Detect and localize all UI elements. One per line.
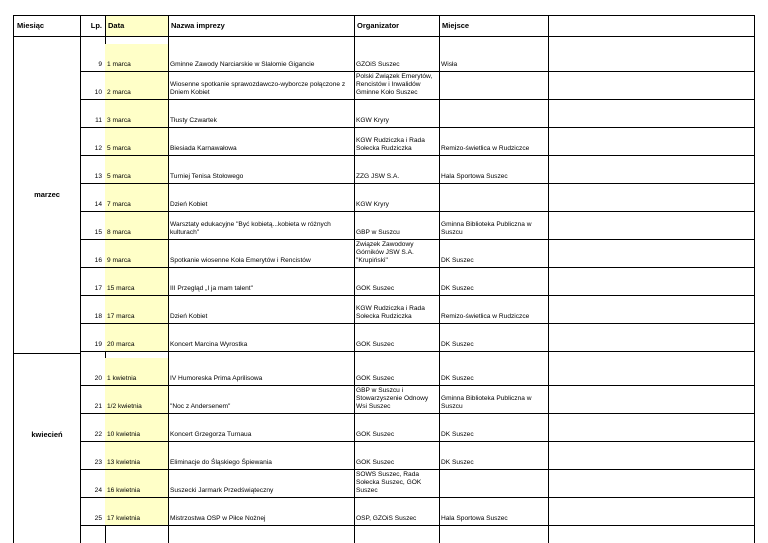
row-organizer: KGW Kryry — [356, 117, 389, 124]
table-row — [80, 296, 754, 324]
row-date: 15 marca — [105, 268, 168, 295]
row-event-name: Wiosenne spotkanie sprawozdawczo-wyborcze połączone z Dniem Kobiet — [170, 81, 346, 96]
row-date: 1 kwietnia — [105, 358, 168, 385]
row-date: 20 marca — [105, 324, 168, 351]
row-organizer: GBP w Suszcu i Stowarzyszenie Odnowy Wsi Suszec — [356, 387, 429, 410]
row-event-name: Dzień Kobiet — [170, 313, 208, 320]
table-row — [80, 268, 754, 296]
row-event-name: IV Humoreska Prima Aprilisowa — [170, 375, 263, 382]
row-organizer: GZOiS Suszec — [356, 61, 400, 68]
row-event-name: III Przegląd „I ja mam talent" — [170, 285, 253, 292]
table-row — [80, 72, 754, 100]
table-row — [80, 212, 754, 240]
table-row — [80, 386, 754, 414]
row-place: Wisła — [441, 61, 458, 68]
row-place: DK Suszec — [441, 459, 474, 466]
header-place: Miejsce — [442, 21, 470, 30]
row-event-name: Koncert Grzegorza Turnaua — [170, 431, 252, 438]
row-date: 8 marca — [105, 212, 168, 239]
row-place — [439, 100, 548, 127]
row-lp: 19 — [94, 341, 102, 348]
row-organizer: GOK Suszec — [356, 431, 395, 438]
row-date: 5 marca — [105, 128, 168, 155]
row-event-name: Koncert Marcina Wyrostka — [170, 341, 248, 348]
row-lp: 21 — [94, 403, 102, 410]
row-organizer: Związek Zawodowy Górników JSW S.A. "Krupiński" — [356, 241, 414, 264]
row-organizer: GBP w Suszcu — [356, 229, 400, 236]
row-event-name: Suszecki Jarmark Przedświąteczny — [170, 487, 274, 494]
row-event-name: Turniej Tenisa Stołowego — [170, 173, 244, 180]
table-row — [80, 184, 754, 212]
row-lp: 12 — [94, 145, 102, 152]
row-date: 17 marca — [105, 296, 168, 323]
events-table — [13, 15, 755, 543]
table-header — [14, 16, 754, 37]
row-lp: 25 — [94, 515, 102, 522]
row-lp: 11 — [95, 117, 102, 124]
month-cell-marzec: marzec — [34, 190, 60, 199]
row-event-name: Mistrzostwa OSP w Piłce Nożnej — [170, 515, 266, 522]
row-lp: 22 — [94, 431, 102, 438]
row-organizer: OSP, GZOiS Suszec — [356, 515, 417, 522]
table-row — [80, 442, 754, 470]
row-date: 5 marca — [105, 156, 168, 183]
row-date: 2 marca — [105, 72, 168, 99]
row-place: Hala Sportowa Suszec — [441, 515, 508, 522]
header-name: Nazwa imprezy — [171, 21, 225, 30]
table-row — [80, 498, 754, 526]
row-place: DK Suszec — [441, 257, 474, 264]
row-lp: 15 — [94, 229, 102, 236]
row-lp: 13 — [94, 173, 102, 180]
row-lp: 10 — [94, 89, 102, 96]
month-cell-kwiecien: kwiecień — [31, 429, 63, 439]
row-lp: 23 — [94, 459, 102, 466]
row-event-name: "Noc z Andersenem" — [170, 403, 231, 410]
row-organizer: ZZG JSW S.A. — [356, 173, 400, 180]
row-date: 7 marca — [105, 184, 168, 211]
row-place: DK Suszec — [441, 375, 474, 382]
row-place — [439, 470, 548, 497]
row-lp: 14 — [94, 201, 102, 208]
row-organizer: GOK Suszec — [356, 459, 395, 466]
row-place: Gminna Biblioteka Publiczna w Suszcu — [441, 395, 532, 410]
table-row — [80, 414, 754, 442]
row-organizer: GOK Suszec — [356, 285, 395, 292]
row-separator — [80, 351, 754, 352]
row-lp: 24 — [94, 487, 102, 494]
row-lp: 17 — [94, 285, 102, 292]
row-date: 16 kwietnia — [105, 470, 168, 497]
row-event-name: Gminne Zawody Narciarskie w Slalomie Gigancie — [170, 61, 315, 68]
row-place: DK Suszec — [441, 285, 474, 292]
row-organizer: Polski Związek Emerytów, Rencistów i Inwalidów Gminne Koło Suszec — [356, 73, 433, 96]
row-lp: 9 — [98, 61, 102, 68]
row-lp: 16 — [94, 257, 102, 264]
row-event-name: Dzień Kobiet — [170, 201, 208, 208]
row-place: Remizo-świetlica w Rudziczce — [441, 145, 530, 152]
row-place — [439, 72, 548, 99]
row-lp: 18 — [94, 313, 102, 320]
row-organizer: KGW Rudziczka i Rada Sołecka Rudziczka — [356, 305, 425, 320]
row-date: 1 marca — [105, 44, 168, 71]
table-row — [80, 358, 754, 386]
row-separator — [80, 525, 754, 526]
row-place — [439, 184, 548, 211]
row-organizer: GOK Suszec — [356, 375, 395, 382]
table-row — [80, 100, 754, 128]
row-date: 1/2 kwietnia — [105, 386, 168, 413]
row-event-name: Spotkanie wiosenne Koła Emerytów i Rencistów — [170, 257, 311, 264]
row-place: DK Suszec — [441, 431, 474, 438]
header-organizer: Organizator — [357, 21, 400, 30]
header-lp: Lp. — [90, 21, 102, 30]
row-place: Hala Sportowa Suszec — [441, 173, 508, 180]
row-place: Remizo-świetlica w Rudziczce — [441, 313, 530, 320]
row-place: DK Suszec — [441, 341, 474, 348]
row-lp: 20 — [94, 375, 102, 382]
header-date: Data — [105, 16, 168, 36]
row-organizer: GOK Suszec — [356, 341, 395, 348]
row-event-name: Warsztaty edukacyjne "Być kobietą...kobieta w różnych kulturach" — [170, 221, 331, 236]
row-event-name: Eliminacje do Śląskiego Śpiewania — [170, 459, 272, 466]
row-organizer: KGW Rudziczka i Rada Sołecka Rudziczka — [356, 137, 425, 152]
table-row — [80, 470, 754, 498]
table-row — [80, 128, 754, 156]
row-date: 17 kwietnia — [105, 498, 168, 525]
row-organizer: SOWS Suszec, Rada Sołecka Suszec, GOK Suszec — [356, 471, 422, 494]
table-row — [80, 240, 754, 268]
row-place: Gminna Biblioteka Publiczna w Suszcu — [441, 221, 532, 236]
row-organizer: KGW Kryry — [356, 201, 389, 208]
table-row — [80, 156, 754, 184]
table-row — [80, 324, 754, 352]
header-month: Miesiąc — [17, 21, 45, 30]
row-date: 3 marca — [105, 100, 168, 127]
table-row — [80, 44, 754, 72]
row-date: 9 marca — [105, 240, 168, 267]
row-date: 10 kwietnia — [105, 414, 168, 441]
row-date: 13 kwietnia — [105, 442, 168, 469]
row-event-name: Tłusty Czwartek — [170, 117, 217, 124]
row-event-name: Biesiada Karnawałowa — [170, 145, 237, 152]
